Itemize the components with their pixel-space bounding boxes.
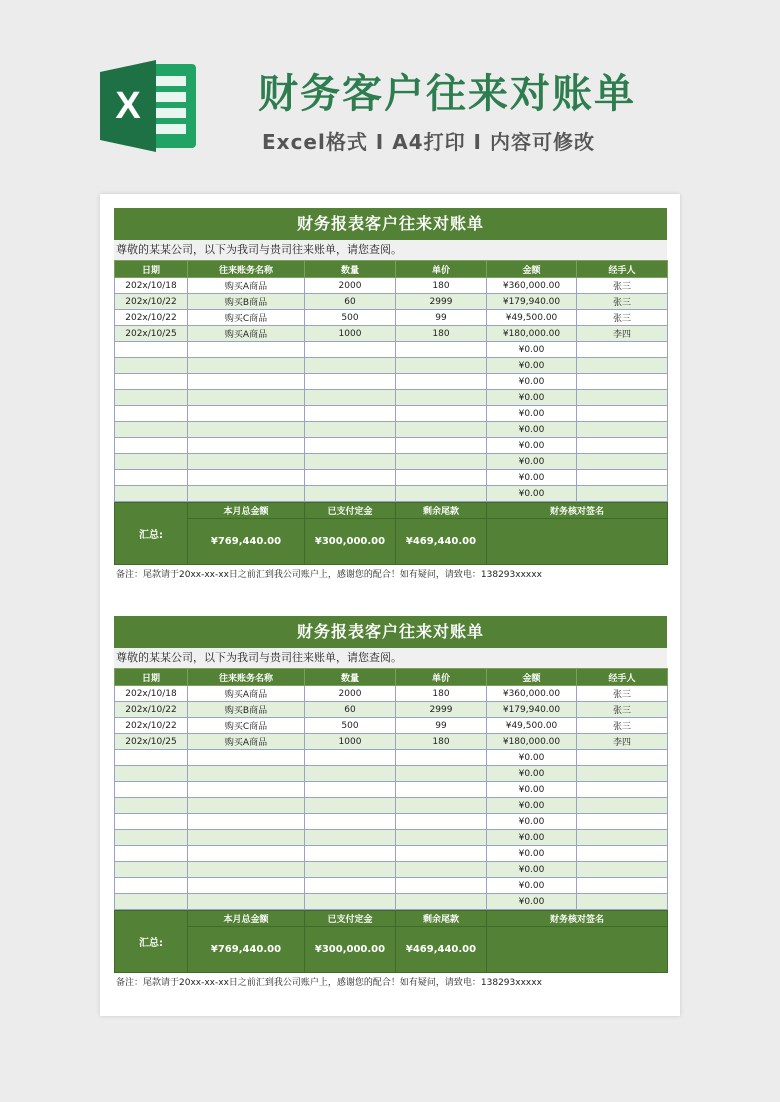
table-cell[interactable] (188, 846, 305, 862)
column-header: 往来账务名称 (188, 669, 305, 686)
table-cell[interactable] (115, 894, 188, 910)
table-row (115, 470, 668, 486)
table-cell[interactable] (305, 486, 396, 502)
table-cell[interactable]: ¥179,940.00 (487, 294, 577, 310)
statement-sheet-1 (114, 208, 667, 585)
table-cell[interactable]: 张三 (577, 686, 668, 702)
table-cell[interactable]: ¥0.00 (487, 422, 577, 438)
table-cell[interactable] (305, 862, 396, 878)
table-cell[interactable]: ¥0.00 (487, 798, 577, 814)
table-cell[interactable] (115, 422, 188, 438)
table-cell[interactable]: ¥0.00 (487, 406, 577, 422)
table-cell[interactable] (115, 438, 188, 454)
table-row (115, 766, 668, 782)
table-cell[interactable]: 张三 (577, 310, 668, 326)
greeting-text: 尊敬的某某公司，以下为我司与贵司往来账单，请您查阅。 (114, 648, 667, 668)
paid-label: 已支付定金 (305, 911, 396, 927)
table-cell[interactable] (396, 422, 487, 438)
table-cell[interactable] (396, 406, 487, 422)
table-cell[interactable]: 202x/10/18 (115, 686, 188, 702)
table-row (115, 326, 668, 342)
table-cell[interactable]: 99 (396, 718, 487, 734)
table-row (115, 814, 668, 830)
table-cell[interactable]: ¥0.00 (487, 830, 577, 846)
table-row (115, 278, 668, 294)
table-cell[interactable]: 60 (305, 702, 396, 718)
table-cell[interactable]: 张三 (577, 278, 668, 294)
table-row (115, 846, 668, 862)
table-row (115, 294, 668, 310)
table-row (115, 686, 668, 702)
table-cell[interactable]: 60 (305, 294, 396, 310)
sheet-title: 财务报表客户往来对账单 (114, 616, 667, 648)
table-cell[interactable] (305, 782, 396, 798)
table-cell[interactable]: 购买C商品 (188, 718, 305, 734)
table-cell[interactable]: ¥0.00 (487, 374, 577, 390)
table-cell[interactable] (577, 358, 668, 374)
table-cell[interactable]: 购买B商品 (188, 702, 305, 718)
note-text: 备注：尾款请于20xx-xx-xx日之前汇到我公司账户上，感谢您的配合！如有疑问，请致电：138293xxxxx (116, 978, 542, 988)
remain-label: 剩余尾款 (396, 503, 487, 519)
table-cell[interactable]: 2000 (305, 686, 396, 702)
table-cell[interactable] (188, 798, 305, 814)
table-cell[interactable]: ¥0.00 (487, 438, 577, 454)
table-row (115, 734, 668, 750)
table-cell[interactable] (396, 798, 487, 814)
column-header: 单价 (396, 261, 487, 278)
table-cell[interactable] (188, 374, 305, 390)
table-cell[interactable]: ¥0.00 (487, 766, 577, 782)
table-cell[interactable]: ¥0.00 (487, 454, 577, 470)
table-cell[interactable] (115, 846, 188, 862)
table-cell[interactable] (188, 862, 305, 878)
table-cell[interactable]: 2999 (396, 702, 487, 718)
table-cell[interactable]: 180 (396, 278, 487, 294)
paper (100, 194, 680, 1016)
summary-table (114, 502, 668, 565)
table-cell[interactable] (115, 782, 188, 798)
table-row (115, 702, 668, 718)
table-row (115, 342, 668, 358)
table-cell[interactable] (305, 766, 396, 782)
column-header: 单价 (396, 669, 487, 686)
paid-label: 已支付定金 (305, 503, 396, 519)
table-cell[interactable]: 202x/10/25 (115, 326, 188, 342)
table-cell[interactable] (396, 470, 487, 486)
table-cell[interactable]: ¥0.00 (487, 814, 577, 830)
column-header: 金额 (487, 261, 577, 278)
table-cell[interactable]: 购买A商品 (188, 326, 305, 342)
table-cell[interactable]: 张三 (577, 702, 668, 718)
table-cell[interactable]: 购买A商品 (188, 686, 305, 702)
table-cell[interactable] (577, 406, 668, 422)
table-cell[interactable]: 张三 (577, 294, 668, 310)
table-cell[interactable]: 购买C商品 (188, 310, 305, 326)
table-row (115, 862, 668, 878)
remain-value: ¥469,440.00 (396, 927, 487, 973)
table-cell[interactable] (396, 846, 487, 862)
table-cell[interactable] (577, 830, 668, 846)
table-cell[interactable]: ¥0.00 (487, 862, 577, 878)
table-row (115, 718, 668, 734)
table-cell[interactable]: ¥0.00 (487, 750, 577, 766)
column-header: 数量 (305, 261, 396, 278)
table-cell[interactable]: 2999 (396, 294, 487, 310)
table-row (115, 438, 668, 454)
table-cell[interactable] (577, 454, 668, 470)
table-cell[interactable]: ¥0.00 (487, 782, 577, 798)
table-cell[interactable]: ¥0.00 (487, 470, 577, 486)
total-value: ¥769,440.00 (188, 519, 305, 565)
table-cell[interactable]: 202x/10/22 (115, 310, 188, 326)
table-cell[interactable] (396, 782, 487, 798)
column-header: 日期 (115, 261, 188, 278)
table-cell[interactable] (577, 750, 668, 766)
table-cell[interactable] (577, 846, 668, 862)
table-cell[interactable]: 180 (396, 326, 487, 342)
table-cell[interactable]: ¥0.00 (487, 486, 577, 502)
table-cell[interactable]: 202x/10/22 (115, 718, 188, 734)
sign-field[interactable] (487, 519, 668, 565)
statement-table (114, 668, 668, 910)
table-row (115, 878, 668, 894)
table-cell[interactable]: 2000 (305, 278, 396, 294)
table-cell[interactable] (577, 814, 668, 830)
table-cell[interactable]: ¥180,000.00 (487, 734, 577, 750)
table-row (115, 750, 668, 766)
paid-value: ¥300,000.00 (305, 927, 396, 973)
table-cell[interactable] (188, 390, 305, 406)
table-cell[interactable]: ¥360,000.00 (487, 278, 577, 294)
table-row (115, 358, 668, 374)
table-cell[interactable]: ¥0.00 (487, 878, 577, 894)
table-cell[interactable] (577, 766, 668, 782)
table-header-row (115, 261, 668, 278)
table-cell[interactable] (577, 878, 668, 894)
table-row (115, 454, 668, 470)
table-cell[interactable]: 1000 (305, 326, 396, 342)
table-cell[interactable] (577, 894, 668, 910)
table-cell[interactable]: 202x/10/25 (115, 734, 188, 750)
table-header-row (115, 669, 668, 686)
table-cell[interactable]: 202x/10/22 (115, 702, 188, 718)
table-cell[interactable] (305, 342, 396, 358)
table-cell[interactable] (115, 830, 188, 846)
table-cell[interactable] (115, 342, 188, 358)
table-cell[interactable] (577, 782, 668, 798)
table-cell[interactable] (188, 894, 305, 910)
summary-label: 汇总: (115, 503, 188, 565)
table-cell[interactable] (396, 894, 487, 910)
table-cell[interactable] (577, 422, 668, 438)
table-cell[interactable]: 1000 (305, 734, 396, 750)
table-cell[interactable]: 99 (396, 310, 487, 326)
table-cell[interactable]: 购买B商品 (188, 294, 305, 310)
table-cell[interactable] (188, 358, 305, 374)
table-cell[interactable] (305, 358, 396, 374)
table-cell[interactable]: ¥0.00 (487, 390, 577, 406)
table-row (115, 422, 668, 438)
table-cell[interactable] (396, 814, 487, 830)
table-cell[interactable] (188, 878, 305, 894)
table-cell[interactable] (577, 486, 668, 502)
table-cell[interactable] (396, 750, 487, 766)
table-cell[interactable] (305, 814, 396, 830)
column-header: 经手人 (577, 669, 668, 686)
table-row (115, 310, 668, 326)
table-cell[interactable] (115, 750, 188, 766)
table-cell[interactable] (305, 846, 396, 862)
table-cell[interactable] (305, 406, 396, 422)
table-cell[interactable] (115, 798, 188, 814)
remain-value: ¥469,440.00 (396, 519, 487, 565)
table-cell[interactable] (396, 486, 487, 502)
table-cell[interactable]: 202x/10/18 (115, 278, 188, 294)
table-cell[interactable] (188, 406, 305, 422)
page-title: 财务客户往来对账单 (258, 71, 636, 117)
table-cell[interactable] (115, 390, 188, 406)
total-value: ¥769,440.00 (188, 927, 305, 973)
sign-field[interactable] (487, 927, 668, 973)
table-cell[interactable] (188, 342, 305, 358)
sheet-title: 财务报表客户往来对账单 (114, 208, 667, 240)
table-cell[interactable] (115, 454, 188, 470)
paid-value: ¥300,000.00 (305, 519, 396, 565)
table-row (115, 406, 668, 422)
table-cell[interactable] (305, 390, 396, 406)
statement-table (114, 260, 668, 502)
sign-label: 财务核对签名 (487, 911, 668, 927)
table-cell[interactable] (305, 894, 396, 910)
column-header: 经手人 (577, 261, 668, 278)
table-cell[interactable]: 张三 (577, 718, 668, 734)
statement-sheet-2 (114, 616, 667, 993)
table-cell[interactable]: ¥360,000.00 (487, 686, 577, 702)
table-cell[interactable]: 202x/10/22 (115, 294, 188, 310)
table-cell[interactable]: ¥0.00 (487, 894, 577, 910)
table-cell[interactable] (115, 766, 188, 782)
table-cell[interactable] (305, 750, 396, 766)
table-cell[interactable] (188, 438, 305, 454)
table-cell[interactable] (305, 374, 396, 390)
table-cell[interactable] (396, 438, 487, 454)
summary-label: 汇总: (115, 911, 188, 973)
table-cell[interactable] (188, 422, 305, 438)
table-cell[interactable] (396, 766, 487, 782)
table-cell[interactable] (115, 862, 188, 878)
table-cell[interactable]: ¥180,000.00 (487, 326, 577, 342)
table-cell[interactable] (396, 358, 487, 374)
table-row (115, 798, 668, 814)
table-cell[interactable]: ¥0.00 (487, 846, 577, 862)
table-row (115, 390, 668, 406)
column-header: 往来账务名称 (188, 261, 305, 278)
remain-label: 剩余尾款 (396, 911, 487, 927)
table-cell[interactable] (115, 814, 188, 830)
table-cell[interactable] (115, 374, 188, 390)
column-header: 金额 (487, 669, 577, 686)
table-cell[interactable] (577, 374, 668, 390)
table-cell[interactable] (188, 782, 305, 798)
column-header: 日期 (115, 669, 188, 686)
table-cell[interactable]: 购买A商品 (188, 278, 305, 294)
table-cell[interactable]: 李四 (577, 734, 668, 750)
page-subtitle: Excel格式 I A4打印 I 内容可修改 (262, 130, 595, 154)
table-cell[interactable] (577, 862, 668, 878)
table-cell[interactable] (115, 486, 188, 502)
table-row (115, 374, 668, 390)
table-cell[interactable]: ¥49,500.00 (487, 718, 577, 734)
table-row (115, 830, 668, 846)
greeting-text: 尊敬的某某公司，以下为我司与贵司往来账单，请您查阅。 (114, 240, 667, 260)
table-cell[interactable] (396, 390, 487, 406)
svg-text:X: X (115, 85, 141, 127)
table-cell[interactable] (115, 878, 188, 894)
table-cell[interactable] (115, 406, 188, 422)
table-cell[interactable] (305, 830, 396, 846)
table-row (115, 486, 668, 502)
table-cell[interactable] (188, 454, 305, 470)
table-cell[interactable]: 李四 (577, 326, 668, 342)
table-cell[interactable] (188, 814, 305, 830)
table-cell[interactable] (577, 470, 668, 486)
table-cell[interactable] (577, 798, 668, 814)
table-cell[interactable] (188, 750, 305, 766)
table-cell[interactable] (115, 358, 188, 374)
table-cell[interactable] (305, 878, 396, 894)
table-cell[interactable]: ¥49,500.00 (487, 310, 577, 326)
table-cell[interactable] (305, 438, 396, 454)
table-row (115, 782, 668, 798)
table-cell[interactable]: 180 (396, 734, 487, 750)
table-cell[interactable]: 500 (305, 718, 396, 734)
table-cell[interactable] (396, 862, 487, 878)
table-row (115, 894, 668, 910)
excel-logo-icon (100, 60, 200, 152)
table-cell[interactable]: 500 (305, 310, 396, 326)
note-text: 备注：尾款请于20xx-xx-xx日之前汇到我公司账户上，感谢您的配合！如有疑问，请致电：138293xxxxx (116, 570, 542, 580)
table-cell[interactable] (396, 374, 487, 390)
table-cell[interactable] (188, 830, 305, 846)
table-cell[interactable]: ¥0.00 (487, 358, 577, 374)
table-cell[interactable] (188, 766, 305, 782)
sign-label: 财务核对签名 (487, 503, 668, 519)
table-cell[interactable] (115, 470, 188, 486)
column-header: 数量 (305, 669, 396, 686)
table-cell[interactable] (396, 342, 487, 358)
table-cell[interactable]: 180 (396, 686, 487, 702)
table-cell[interactable] (577, 438, 668, 454)
table-cell[interactable] (305, 798, 396, 814)
table-cell[interactable]: ¥179,940.00 (487, 702, 577, 718)
table-cell[interactable]: 购买A商品 (188, 734, 305, 750)
table-cell[interactable]: ¥0.00 (487, 342, 577, 358)
table-cell[interactable] (305, 470, 396, 486)
table-cell[interactable] (305, 422, 396, 438)
table-cell[interactable] (577, 342, 668, 358)
table-cell[interactable] (396, 878, 487, 894)
table-cell[interactable] (305, 454, 396, 470)
total-label: 本月总金额 (188, 503, 305, 519)
table-cell[interactable] (396, 454, 487, 470)
table-cell[interactable] (577, 390, 668, 406)
total-label: 本月总金额 (188, 911, 305, 927)
table-cell[interactable] (188, 470, 305, 486)
summary-table (114, 910, 668, 973)
table-cell[interactable] (188, 486, 305, 502)
table-cell[interactable] (396, 830, 487, 846)
